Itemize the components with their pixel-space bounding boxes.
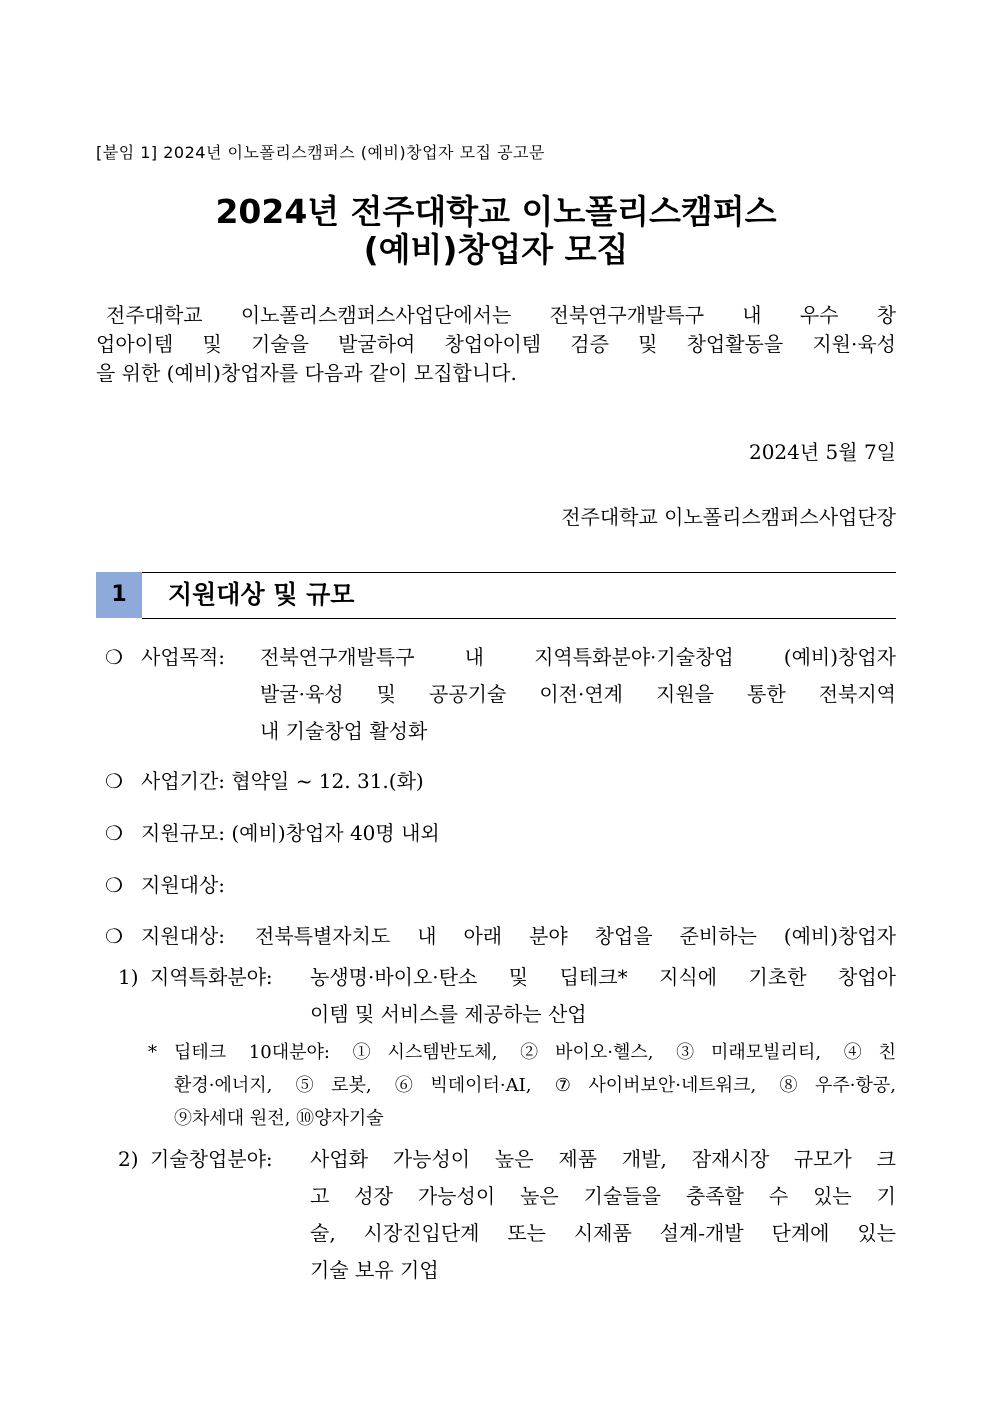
bullet-icon: ❍: [105, 924, 123, 948]
intro-paragraph: [96, 301, 896, 388]
section-title: 지원대상 및 규모: [168, 580, 355, 609]
field-number: 2): [118, 1147, 139, 1171]
purpose-label: 사업목적:: [141, 645, 226, 669]
note-star: *: [148, 1042, 157, 1063]
bullet-icon: ❍: [105, 769, 123, 793]
document-title-line-2: (예비)창업자 모집: [363, 230, 629, 269]
field-line: 고 성장 가능성이 높은 기술들을 충족할 수 있는 기: [310, 1184, 896, 1208]
purpose-text: [260, 639, 896, 750]
announcement-date: 2024년 5월 7일: [748, 440, 896, 464]
section-rule-bottom: [142, 618, 896, 619]
attachment-label: [붙임 1] 2024년 이노폴리스캠퍼스 (예비)창업자 모집 공고문: [96, 143, 545, 162]
section-rule-top: [142, 572, 896, 573]
period-text: 사업기간: 협약일 ~ 12. 31.(화): [141, 769, 424, 793]
purpose-line: 내 기술창업 활성화: [260, 719, 428, 743]
field-label: 기술창업분야:: [150, 1147, 273, 1171]
field-label: 지역특화분야:: [150, 965, 273, 989]
bullet-icon: ❍: [105, 645, 123, 669]
target-label: 지원대상:: [141, 924, 226, 948]
field-description: [310, 1141, 896, 1289]
field-line: 사업화 가능성이 높은 제품 개발, 잠재시장 규모가 크: [310, 1147, 896, 1171]
field-line: 술, 시장진입단계 또는 시제품 설계-개발 단계에 있는: [310, 1221, 896, 1245]
intro-line: 을 위한 (예비)창업자를 다음과 같이 모집합니다.: [96, 361, 517, 385]
note-line: 딥테크 10대분야: ①시스템반도체, ②바이오·헬스, ③미래모빌리티, ④친: [174, 1042, 896, 1063]
section-number: 1: [96, 572, 142, 618]
target-empty-label: 지원대상:: [141, 873, 226, 897]
field-line: 농생명·바이오·탄소 및 딥테크* 지식에 기초한 창업아: [310, 965, 896, 989]
field-number: 1): [118, 965, 139, 989]
bullet-icon: ❍: [105, 821, 123, 845]
scale-text: 지원규모: (예비)창업자 40명 내외: [141, 821, 440, 845]
bullet-icon: ❍: [105, 873, 123, 897]
field-line: 이템 및 서비스를 제공하는 산업: [310, 1002, 587, 1026]
field-description: [310, 959, 896, 1033]
note-line: 환경·에너지, ⑤로봇, ⑥빅데이터·AI, ⑦사이버보안·네트워크, ⑧우주·항공,: [174, 1075, 896, 1096]
purpose-line: 전북연구개발특구 내 지역특화분야·기술창업 (예비)창업자: [260, 645, 896, 669]
intro-line: 전주대학교 이노폴리스캠퍼스사업단에서는 전북연구개발특구 내 우수 창: [106, 303, 896, 327]
purpose-line: 발굴·육성 및 공공기술 이전·연계 지원을 통한 전북지역: [260, 682, 896, 706]
note-line: ⑨차세대 원전, ⑩양자기술: [174, 1108, 384, 1129]
document-title-line-1: 2024년 전주대학교 이노폴리스캠퍼스: [215, 192, 777, 231]
deeptech-note: [174, 1036, 896, 1135]
intro-line: 업아이템 및 기술을 발굴하여 창업아이템 검증 및 창업활동을 지원·육성: [96, 332, 896, 356]
signer: 전주대학교 이노폴리스캠퍼스사업단장: [561, 505, 896, 529]
field-line: 기술 보유 기업: [310, 1258, 439, 1282]
target-text: 전북특별자치도 내 아래 분야 창업을 준비하는 (예비)창업자: [255, 924, 896, 948]
